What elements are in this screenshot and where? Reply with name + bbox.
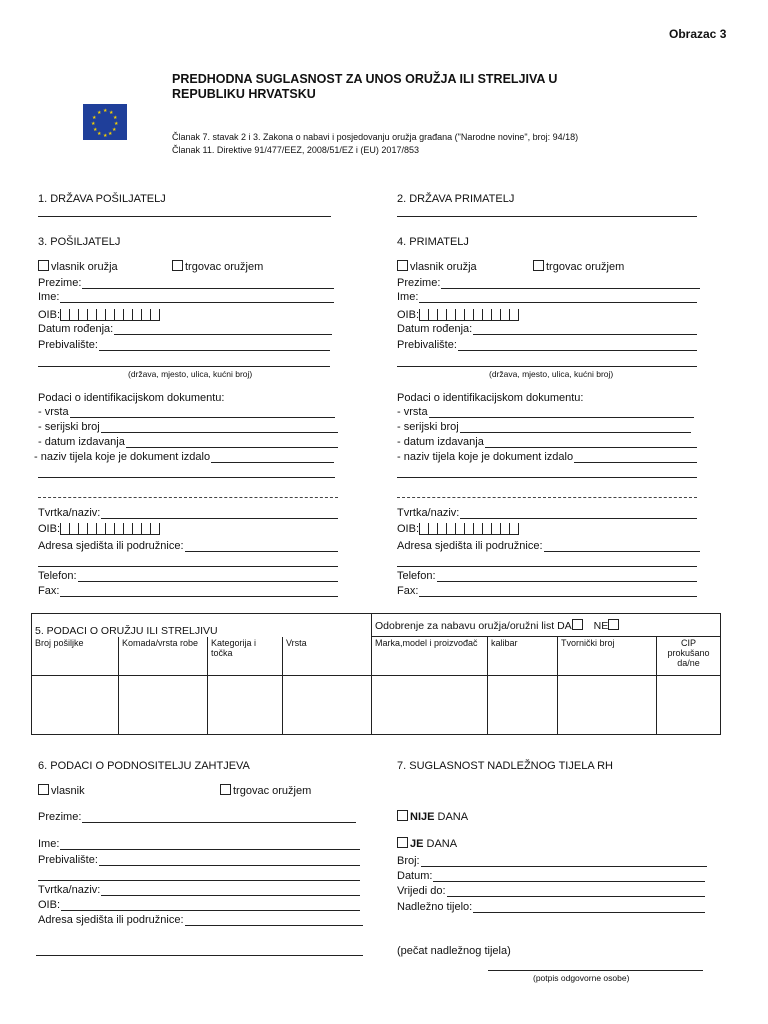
table-header: Kategorija i točka xyxy=(208,637,283,676)
applicant-oib-field[interactable]: OIB: xyxy=(38,899,360,911)
recipient-address-line[interactable] xyxy=(397,366,697,367)
applicant-company-field[interactable]: Tvrtka/naziv: xyxy=(38,884,360,896)
consent-authority-field[interactable]: Nadležno tijelo: xyxy=(397,901,705,913)
oib-boxes xyxy=(419,308,519,321)
table-header: Marka,model i proizvođač xyxy=(372,637,488,676)
checkbox-icon[interactable] xyxy=(608,619,619,630)
recipient-fax-field[interactable]: Fax: xyxy=(397,585,697,597)
sender-dealer-option[interactable]: trgovac oružjem xyxy=(172,260,263,273)
checkbox-icon[interactable] xyxy=(572,619,583,630)
sender-id-doc-heading: Podaci o identifikacijskom dokumentu: xyxy=(38,392,225,404)
table-cell[interactable] xyxy=(119,676,208,735)
recipient-doc-extra-line[interactable] xyxy=(397,477,697,478)
checkbox-icon[interactable] xyxy=(533,260,544,271)
eu-flag-icon: ★ ★ ★ ★ ★ ★ ★ ★ ★ ★ ★ ★ xyxy=(83,104,127,140)
recipient-hq-field[interactable]: Adresa sjedišta ili podružnice: xyxy=(397,540,700,552)
recipient-company-oib-field[interactable]: OIB: xyxy=(397,522,519,535)
table-header: CIP prokušano da/ne xyxy=(657,637,721,676)
consent-valid-until-field[interactable]: Vrijedi do: xyxy=(397,885,705,897)
table-cell[interactable] xyxy=(488,676,558,735)
sender-oib-field[interactable]: OIB: xyxy=(38,308,160,321)
recipient-doc-serial-field[interactable]: - serijski broj xyxy=(397,421,691,433)
approval-row: Odobrenje za nabavu oružja/oružni list DA NE xyxy=(372,614,721,637)
weapons-table xyxy=(31,613,721,735)
separator xyxy=(38,497,338,498)
recipient-dealer-option[interactable]: trgovac oružjem xyxy=(533,260,624,273)
recipient-phone-field[interactable]: Telefon: xyxy=(397,570,697,582)
consent-date-field[interactable]: Datum: xyxy=(397,870,705,882)
applicant-owner-option[interactable]: vlasnik xyxy=(38,784,85,797)
sender-residence-field[interactable]: Prebivalište: xyxy=(38,339,330,351)
stamp-label: (pečat nadležnog tijela) xyxy=(397,945,511,957)
consent-not-given-option[interactable]: NIJE DANA xyxy=(397,810,468,823)
applicant-name-field[interactable]: Ime: xyxy=(38,838,360,850)
table-cell[interactable] xyxy=(372,676,488,735)
table-cell[interactable] xyxy=(558,676,657,735)
sender-owner-option[interactable]: vlasnik oružja xyxy=(38,260,118,273)
table-cell[interactable] xyxy=(657,676,721,735)
oib-boxes xyxy=(60,308,160,321)
separator xyxy=(397,497,697,498)
section-4-heading: 4. PRIMATELJ xyxy=(397,236,469,248)
checkbox-icon[interactable] xyxy=(38,260,49,271)
recipient-name-field[interactable]: Ime: xyxy=(397,291,697,303)
consent-given-option[interactable]: JE DANA xyxy=(397,837,457,850)
sender-doc-date-field[interactable]: - datum izdavanja xyxy=(38,436,338,448)
legal-reference-2: Članak 11. Direktive 91/477/EEZ, 2008/51/EZ i (EU) 2017/853 xyxy=(172,145,419,155)
applicant-residence-field[interactable]: Prebivalište: xyxy=(38,854,360,866)
table-cell[interactable] xyxy=(32,676,119,735)
sender-name-field[interactable]: Ime: xyxy=(38,291,334,303)
table-header: Komada/vrsta robe xyxy=(119,637,208,676)
section-5-heading: 5. PODACI O ORUŽJU ILI STRELJIVU xyxy=(32,614,372,637)
table-header: Broj pošiljke xyxy=(32,637,119,676)
official-signature-line[interactable] xyxy=(488,970,703,971)
form-title-line1: PREDHODNA SUGLASNOST ZA UNOS ORUŽJA ILI STRELJIVA U xyxy=(172,72,558,86)
recipient-dob-field[interactable]: Datum rođenja: xyxy=(397,323,697,335)
recipient-owner-option[interactable]: vlasnik oružja xyxy=(397,260,477,273)
sender-country-input[interactable] xyxy=(38,216,331,217)
recipient-hq-line[interactable] xyxy=(397,566,697,567)
recipient-doc-date-field[interactable]: - datum izdavanja xyxy=(397,436,697,448)
oib-boxes xyxy=(419,522,519,535)
sender-phone-field[interactable]: Telefon: xyxy=(38,570,338,582)
table-header: kalibar xyxy=(488,637,558,676)
recipient-address-hint: (država, mjesto, ulica, kućni broj) xyxy=(489,369,614,379)
sender-company-field[interactable]: Tvrtka/naziv: xyxy=(38,507,338,519)
sender-fax-field[interactable]: Fax: xyxy=(38,585,338,597)
applicant-hq-field[interactable]: Adresa sjedišta ili podružnice: xyxy=(38,914,363,926)
section-2-heading: 2. DRŽAVA PRIMATELJ xyxy=(397,193,515,205)
recipient-residence-field[interactable]: Prebivalište: xyxy=(397,339,697,351)
section-7-heading: 7. SUGLASNOST NADLEŽNOG TIJELA RH xyxy=(397,760,613,772)
oib-boxes xyxy=(60,522,160,535)
consent-number-field[interactable]: Broj: xyxy=(397,855,707,867)
sender-dob-field[interactable]: Datum rođenja: xyxy=(38,323,332,335)
sender-hq-field[interactable]: Adresa sjedišta ili podružnice: xyxy=(38,540,338,552)
sender-doc-extra-line[interactable] xyxy=(38,477,335,478)
table-cell[interactable] xyxy=(283,676,372,735)
sender-address-hint: (država, mjesto, ulica, kućni broj) xyxy=(128,369,253,379)
table-header: Vrsta xyxy=(283,637,372,676)
sender-hq-line[interactable] xyxy=(38,566,338,567)
sender-doc-serial-field[interactable]: - serijski broj xyxy=(38,421,338,433)
checkbox-icon[interactable] xyxy=(397,260,408,271)
section-3-heading: 3. POŠILJATELJ xyxy=(38,236,121,248)
applicant-dealer-option[interactable]: trgovac oružjem xyxy=(220,784,311,797)
recipient-id-doc-heading: Podaci o identifikacijskom dokumentu: xyxy=(397,392,584,404)
applicant-signature-line[interactable] xyxy=(36,955,363,956)
legal-reference-1: Članak 7. stavak 2 i 3. Zakona o nabavi i posjedovanju oružja građana ("Narodne novine", broj: 94/18) xyxy=(172,132,579,142)
checkbox-icon[interactable] xyxy=(38,784,49,795)
table-header: Tvornički broj xyxy=(558,637,657,676)
checkbox-icon[interactable] xyxy=(397,837,408,848)
checkbox-icon[interactable] xyxy=(172,260,183,271)
checkbox-icon[interactable] xyxy=(397,810,408,821)
recipient-doc-type-field[interactable]: - vrsta xyxy=(397,406,694,418)
sender-address-line[interactable] xyxy=(38,366,330,367)
recipient-oib-field[interactable]: OIB: xyxy=(397,308,519,321)
table-cell[interactable] xyxy=(208,676,283,735)
sender-surname-field[interactable]: Prezime: xyxy=(38,277,334,289)
applicant-residence-line[interactable] xyxy=(38,880,360,881)
section-6-heading: 6. PODACI O PODNOSITELJU ZAHTJEVA xyxy=(38,760,250,772)
sender-company-oib-field[interactable]: OIB: xyxy=(38,522,160,535)
applicant-surname-field[interactable]: Prezime: xyxy=(38,811,356,823)
recipient-country-input[interactable] xyxy=(397,216,697,217)
recipient-surname-field[interactable]: Prezime: xyxy=(397,277,700,289)
recipient-doc-issuer-field[interactable]: - naziv tijela koje je dokument izdalo xyxy=(397,451,697,463)
recipient-company-field[interactable]: Tvrtka/naziv: xyxy=(397,507,697,519)
form-title-line2: REPUBLIKU HRVATSKU xyxy=(172,87,316,101)
form-number: Obrazac 3 xyxy=(669,27,727,41)
checkbox-icon[interactable] xyxy=(220,784,231,795)
sender-doc-issuer-field[interactable]: - naziv tijela koje je dokument izdalo xyxy=(34,451,334,463)
section-1-heading: 1. DRŽAVA POŠILJATELJ xyxy=(38,193,166,205)
sender-doc-type-field[interactable]: - vrsta xyxy=(38,406,335,418)
signature-label: (potpis odgovorne osobe) xyxy=(533,973,630,983)
